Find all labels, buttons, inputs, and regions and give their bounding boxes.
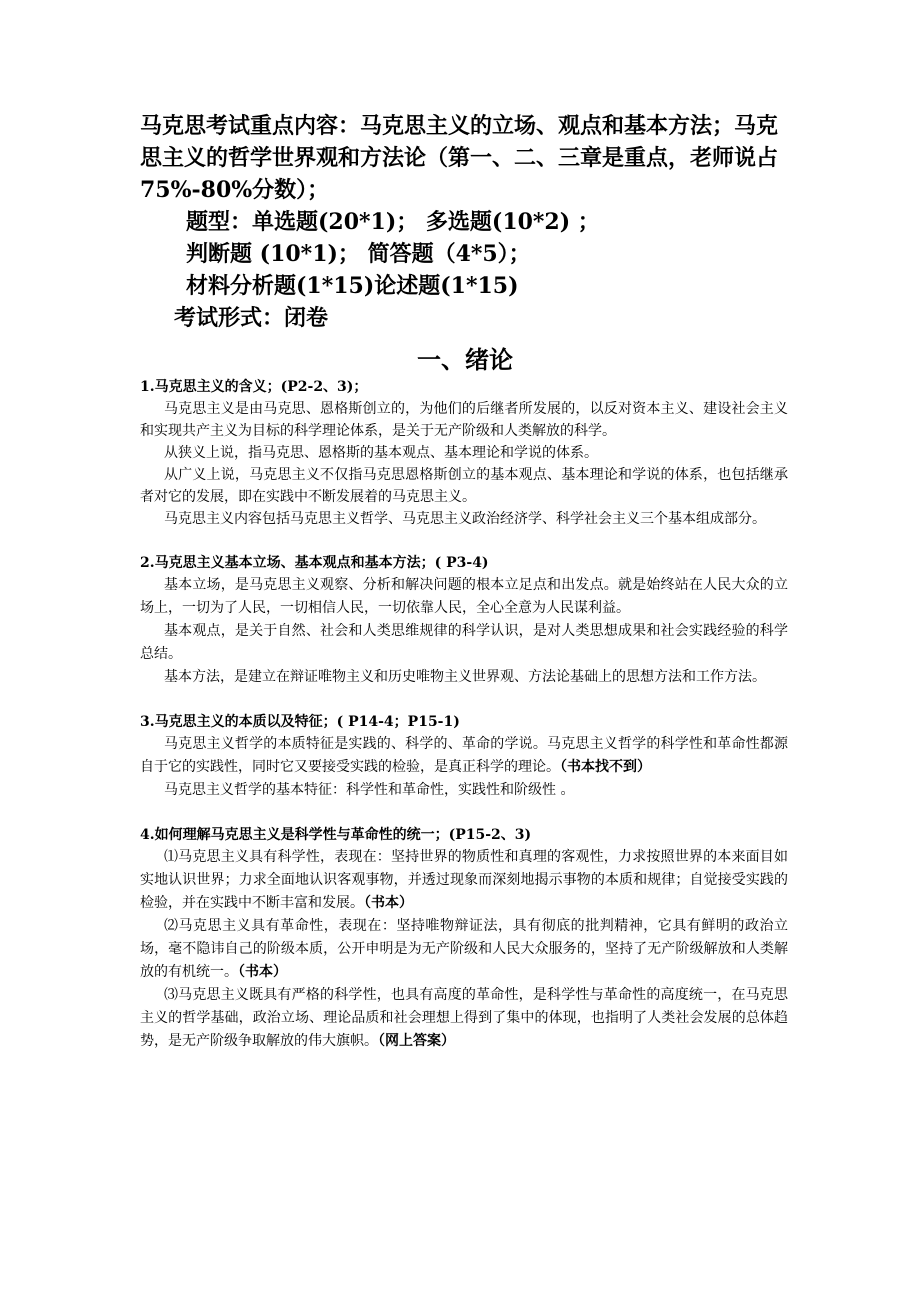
exam-intro	[140, 110, 790, 334]
section-paragraph: 基本方法，是建立在辩证唯物主义和历史唯物主义世界观、方法论基础上的思想方法和工作方法。	[164, 669, 766, 685]
question-types-line-2: 判断题 (10*1)； 简答题（4*5）；	[186, 241, 531, 267]
section-paragraph: 马克思主义哲学的本质特征是实践的、科学的、革命的学说。马克思主义哲学的科学性和革命性都源自于它的实践性，同时它又要接受实践的检验，是真正科学的理论。（书本找不到）	[140, 736, 788, 775]
section-title: 1.马克思主义的含义；(P2-2、3)；	[140, 379, 368, 395]
section-paragraph: 从广义上说，马克思主义不仅指马克思恩格斯创立的基本观点、基本理论和学说的体系，也包括继承者对它的发展，即在实践中不断发展着的马克思主义。	[140, 467, 788, 505]
section-title: 2.马克思主义基本立场、基本观点和基本方法；( P3-4)	[140, 555, 489, 571]
section-paragraph: ⑵马克思主义具有革命性，表现在：坚持唯物辩证法，具有彻底的批判精神，它具有鲜明的政治立场，毫不隐讳自己的阶级本质，公开申明是为无产阶级和人民大众服务的，坚持了无产阶级解放和人类解放的有机统一。（书本）	[140, 918, 788, 980]
section-paragraph: ⑴马克思主义具有科学性，表现在：坚持世界的物质性和真理的客观性，力求按照世界的本来面目如实地认识世界；力求全面地认识客观事物，并透过现象而深刻地揭示事物的本质和规律；自觉接受实践的检验，并在实践中不断丰富和发展。（书本）	[140, 849, 788, 911]
question-types-line-1: 题型：单选题(20*1)； 多选题(10*2) ；	[186, 209, 600, 235]
chapter-content	[140, 376, 788, 1053]
exam-focus-text: 马克思考试重点内容：马克思主义的立场、观点和基本方法；马克思主义的哲学世界观和方法论（第一、二、三章是重点，老师说占 75%-80%分数）；	[140, 113, 779, 203]
source-note: （书本找不到）	[560, 759, 651, 775]
chapter-title: 一、绪论	[417, 345, 513, 374]
exam-format-line: 考试形式：闭卷	[174, 305, 329, 331]
section-paragraph: 马克思主义哲学的基本特征：科学性和革命性，实践性和阶级性 。	[164, 782, 575, 798]
source-note: （网上答案）	[378, 1033, 455, 1049]
section-title: 4.如何理解马克思主义是科学性与革命性的统一；(P15-2、3)	[140, 827, 532, 843]
section-paragraph: 马克思主义内容包括马克思主义哲学、马克思主义政治经济学、科学社会主义三个基本组成部分。	[164, 511, 766, 527]
section-paragraph: 基本观点，是关于自然、社会和人类思维规律的科学认识，是对人类思想成果和社会实践经验的科学总结。	[140, 623, 788, 662]
question-types-line-3: 材料分析题(1*15)论述题(1*15)	[186, 273, 519, 299]
section-paragraph: 马克思主义是由马克思、恩格斯创立的，为他们的后继者所发展的，以反对资本主义、建设社会主义和实现共产主义为目标的科学理论体系，是关于无产阶级和人类解放的科学。	[140, 401, 788, 439]
section-paragraph: 基本立场，是马克思主义观察、分析和解决问题的根本立足点和出发点。就是始终站在人民大众的立场上，一切为了人民，一切相信人民，一切依靠人民，全心全意为人民谋利益。	[140, 577, 788, 616]
source-note: （书本）	[238, 964, 287, 980]
section-title: 3.马克思主义的本质以及特征；( P14-4；P15-1)	[140, 714, 460, 730]
section-paragraph: 从狭义上说，指马克思、恩格斯的基本观点、基本理论和学说的体系。	[164, 445, 598, 461]
section-paragraph: ⑶马克思主义既具有严格的科学性，也具有高度的革命性，是科学性与革命性的高度统一，在马克思主义的哲学基础，政治立场、理论品质和社会理想上得到了集中的体现，也指明了人类社会发展的总体趋势，是无产阶级争取解放的伟大旗帜。（网上答案）	[140, 987, 788, 1049]
source-note: （书本）	[364, 895, 413, 911]
